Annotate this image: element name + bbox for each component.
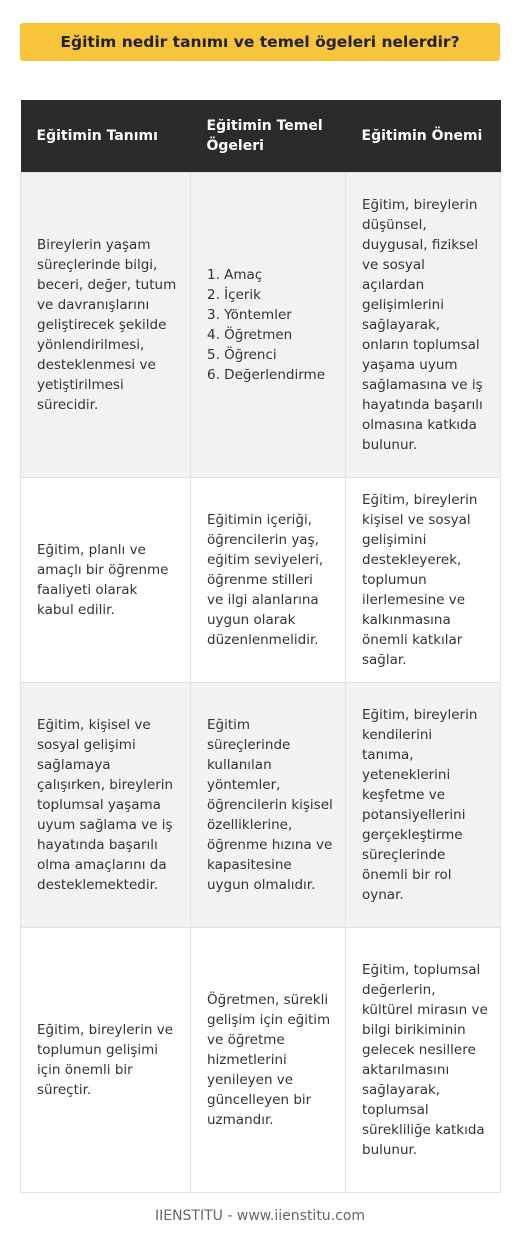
element-list-item: 5. Öğrenci bbox=[207, 347, 277, 363]
importance-cell: Eğitim, bireylerin kendilerini tanıma, yeteneklerini keşfetme ve potansiyellerini gerçekleştirme süreçlerinde önemli bir rol oynar. bbox=[346, 683, 501, 928]
header-row bbox=[21, 100, 501, 173]
table-body bbox=[21, 173, 501, 1193]
table-row bbox=[21, 173, 501, 478]
element-list-item: 3. Yöntemler bbox=[207, 307, 292, 323]
table-row bbox=[21, 683, 501, 928]
column-header-definition: Eğitimin Tanımı bbox=[21, 100, 191, 173]
element-list-item: 6. Değerlendirme bbox=[207, 367, 325, 383]
definition-cell: Eğitim, kişisel ve sosyal gelişimi sağlamaya çalışırken, bireylerin toplumsal yaşama uyum sağlama ve iş hayatında başarılı olma amaçlarını da desteklemektedir. bbox=[21, 683, 191, 928]
elements-cell: Eğitim süreçlerinde kullanılan yöntemler, öğrencilerin kişisel özelliklerine, öğrenme hızına ve kapasitesine uygun olmalıdır. bbox=[191, 683, 346, 928]
column-header-elements: Eğitimin Temel Ögeleri bbox=[191, 100, 346, 173]
footer-credit: IIENSTITU - www.iienstitu.com bbox=[154, 1208, 366, 1224]
importance-cell: Eğitim, bireylerin kişisel ve sosyal gelişimini destekleyerek, toplumun ilerlemesine ve kalkınmasına önemli katkılar sağlar. bbox=[346, 478, 501, 683]
importance-cell: Eğitim, toplumsal değerlerin, kültürel mirasın ve bilgi birikiminin gelecek nesillere aktarılmasını sağlayarak, toplumsal sürekliliğe katkıda bulunur. bbox=[346, 928, 501, 1193]
elements-cell bbox=[191, 173, 346, 478]
element-list-item: 4. Öğretmen bbox=[207, 327, 293, 343]
column-header-importance: Eğitimin Önemi bbox=[346, 100, 501, 173]
elements-cell: Öğretmen, sürekli gelişim için eğitim ve öğretme hizmetlerini yenileyen ve güncelleyen bir uzmandır. bbox=[191, 928, 346, 1193]
definition-cell: Eğitim, bireylerin ve toplumun gelişimi için önemli bir süreçtir. bbox=[21, 928, 191, 1193]
education-table bbox=[20, 100, 501, 1193]
page-title: Eğitim nedir tanımı ve temel ögeleri nelerdir? bbox=[20, 23, 500, 61]
table-row bbox=[21, 478, 501, 683]
element-list-item: 2. İçerik bbox=[207, 287, 261, 303]
table-row bbox=[21, 928, 501, 1193]
definition-cell: Bireylerin yaşam süreçlerinde bilgi, beceri, değer, tutum ve davranışlarını geliştirecek şekilde yönlendirilmesi, desteklenmesi ve yetiştirilmesi sürecidir. bbox=[21, 173, 191, 478]
importance-cell: Eğitim, bireylerin düşünsel, duygusal, fiziksel ve sosyal açılardan gelişimlerini sağlayarak, onların toplumsal yaşama uyum sağlamasına ve iş hayatında başarılı olmasına katkıda bulunur. bbox=[346, 173, 501, 478]
element-list-item: 1. Amaç bbox=[207, 267, 263, 283]
definition-cell: Eğitim, planlı ve amaçlı bir öğrenme faaliyeti olarak kabul edilir. bbox=[21, 478, 191, 683]
elements-cell: Eğitimin içeriği, öğrencilerin yaş, eğitim seviyeleri, öğrenme stilleri ve ilgi alanlarına uygun olarak düzenlenmelidir. bbox=[191, 478, 346, 683]
table-header bbox=[21, 100, 501, 173]
